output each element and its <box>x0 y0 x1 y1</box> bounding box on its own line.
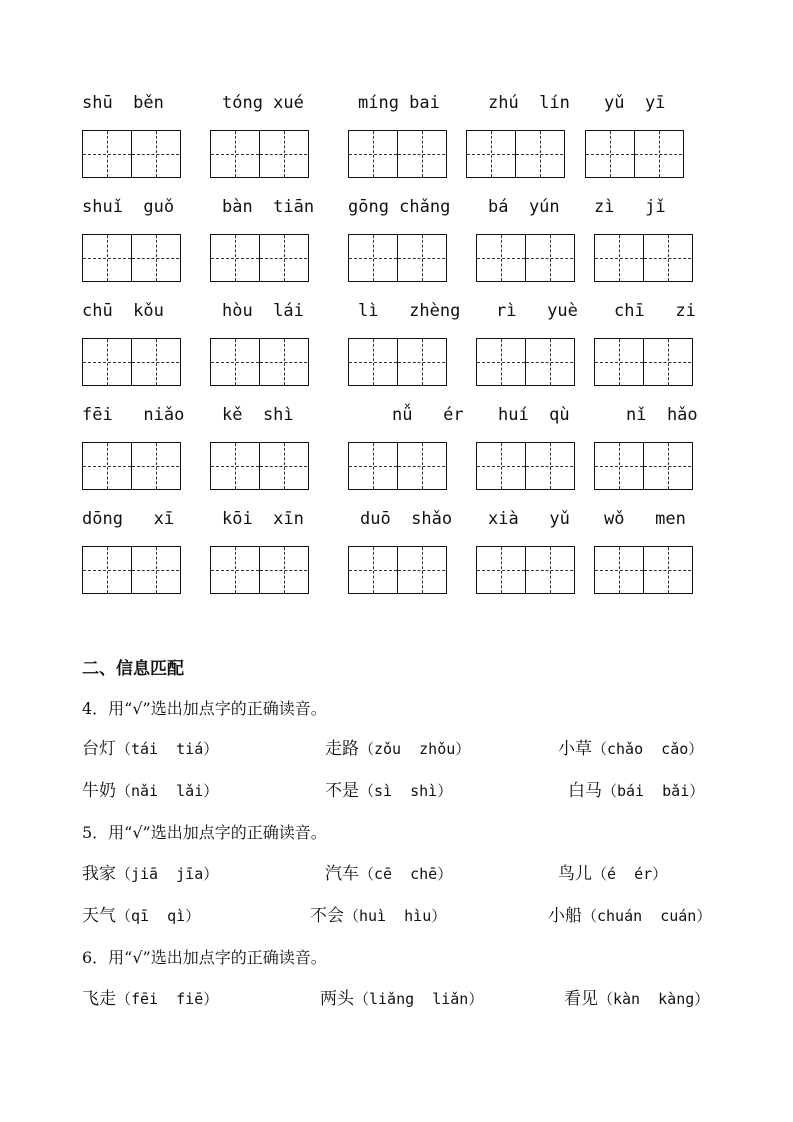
choice-word: 白马 <box>568 781 602 801</box>
pinyin-label: kōi xīn <box>222 509 304 529</box>
writing-grid[interactable] <box>82 130 181 178</box>
choice-reading: （cē chē） <box>359 865 453 883</box>
question-label: 6．用“√”选出加点字的正确读音。 <box>82 948 327 967</box>
pinyin-label: lì zhèng <box>358 301 461 321</box>
choice-item[interactable] <box>320 984 483 1009</box>
choice-item[interactable] <box>82 984 218 1009</box>
writing-grid[interactable] <box>348 338 447 386</box>
choice-item[interactable] <box>568 776 704 801</box>
choice-word: 看见 <box>564 989 598 1009</box>
pinyin-label: míng bai <box>358 93 440 113</box>
writing-grid[interactable] <box>476 442 575 490</box>
writing-grid[interactable] <box>348 234 447 282</box>
pinyin-label: xià yǔ <box>488 509 570 529</box>
writing-grid[interactable] <box>594 442 693 490</box>
choice-word: 小船 <box>548 906 582 926</box>
writing-grid[interactable] <box>348 546 447 594</box>
choice-reading: （fēi fiē） <box>116 990 219 1008</box>
pinyin-label: kě shì <box>222 405 294 425</box>
choice-reading: （tái tiá） <box>116 740 219 758</box>
choice-item[interactable] <box>325 734 470 759</box>
choice-word: 汽车 <box>325 864 359 884</box>
choice-reading: （zǒu zhǒu） <box>359 740 471 758</box>
writing-grid[interactable] <box>210 338 309 386</box>
writing-grid[interactable] <box>466 130 565 178</box>
writing-grid[interactable] <box>585 130 684 178</box>
pinyin-label: yǔ yī <box>604 93 666 113</box>
choice-word: 台灯 <box>82 739 116 759</box>
pinyin-label: hòu lái <box>222 301 304 321</box>
pinyin-label: rì yuè <box>496 301 578 321</box>
choice-reading: （chuán cuán） <box>582 907 712 925</box>
writing-grid[interactable] <box>210 442 309 490</box>
choice-item[interactable] <box>310 901 446 926</box>
choice-word: 走路 <box>325 739 359 759</box>
writing-grid[interactable] <box>594 338 693 386</box>
pinyin-label: zhú lín <box>488 93 570 113</box>
choice-item[interactable] <box>82 734 218 759</box>
choice-reading: （jiā jīa） <box>116 865 219 883</box>
writing-grid[interactable] <box>476 338 575 386</box>
choice-reading: （huì hìu） <box>344 907 447 925</box>
writing-grid[interactable] <box>82 338 181 386</box>
choice-item[interactable] <box>325 859 452 884</box>
choice-item[interactable] <box>558 859 667 884</box>
writing-grid[interactable] <box>476 234 575 282</box>
pinyin-label: fēi niǎo <box>82 405 185 425</box>
pinyin-label: chū kǒu <box>82 301 164 321</box>
pinyin-label: bá yún <box>488 197 560 217</box>
choice-reading: （sì shì） <box>359 782 453 800</box>
choice-reading: （nǎi lǎi） <box>116 782 219 800</box>
choice-word: 飞走 <box>82 989 116 1009</box>
pinyin-label: shuǐ guǒ <box>82 197 175 217</box>
choice-word: 天气 <box>82 906 116 926</box>
writing-grid[interactable] <box>348 130 447 178</box>
choice-word: 两头 <box>320 989 354 1009</box>
writing-grid[interactable] <box>82 546 181 594</box>
writing-grid[interactable] <box>210 234 309 282</box>
choice-word: 不会 <box>310 906 344 926</box>
choice-item[interactable] <box>82 859 218 884</box>
choice-word: 牛奶 <box>82 781 116 801</box>
writing-grid[interactable] <box>82 442 181 490</box>
choice-item[interactable] <box>325 776 452 801</box>
choice-item[interactable] <box>558 734 703 759</box>
choice-item[interactable] <box>564 984 709 1009</box>
writing-grid[interactable] <box>210 546 309 594</box>
pinyin-label: wǒ men <box>604 509 686 529</box>
writing-grid[interactable] <box>594 234 693 282</box>
pinyin-label: gōng chǎng <box>348 197 451 217</box>
writing-grid[interactable] <box>210 130 309 178</box>
choice-reading: （chǎo cǎo） <box>592 740 704 758</box>
choice-word: 小草 <box>558 739 592 759</box>
choice-item[interactable] <box>82 901 200 926</box>
writing-grid[interactable] <box>476 546 575 594</box>
writing-grid[interactable] <box>594 546 693 594</box>
pinyin-label: duō shǎo <box>360 509 453 529</box>
choice-reading: （é ér） <box>592 865 668 883</box>
pinyin-label: zì jǐ <box>594 197 666 217</box>
pinyin-label: huí qù <box>498 405 570 425</box>
pinyin-label: chī zi <box>614 301 696 321</box>
question-label: 4．用“√”选出加点字的正确读音。 <box>82 699 327 718</box>
choice-reading: （bái bǎi） <box>602 782 705 800</box>
choice-reading: （kàn kàng） <box>598 990 710 1008</box>
writing-grid[interactable] <box>348 442 447 490</box>
pinyin-label: nǚ ér <box>392 405 464 425</box>
pinyin-label: bàn tiān <box>222 197 315 217</box>
pinyin-label: shū běn <box>82 93 164 113</box>
choice-item[interactable] <box>82 776 218 801</box>
choice-word: 不是 <box>325 781 359 801</box>
choice-item[interactable] <box>548 901 711 926</box>
choice-reading: （liǎng liǎn） <box>354 990 484 1008</box>
choice-word: 我家 <box>82 864 116 884</box>
question-label: 5．用“√”选出加点字的正确读音。 <box>82 823 327 842</box>
choice-reading: （qī qì） <box>116 907 201 925</box>
choice-word: 鸟儿 <box>558 864 592 884</box>
pinyin-label: nǐ hǎo <box>626 405 698 425</box>
section-title: 二、信息匹配 <box>82 659 184 679</box>
pinyin-label: tóng xué <box>222 93 304 113</box>
pinyin-label: dōng xī <box>82 509 175 529</box>
writing-grid[interactable] <box>82 234 181 282</box>
